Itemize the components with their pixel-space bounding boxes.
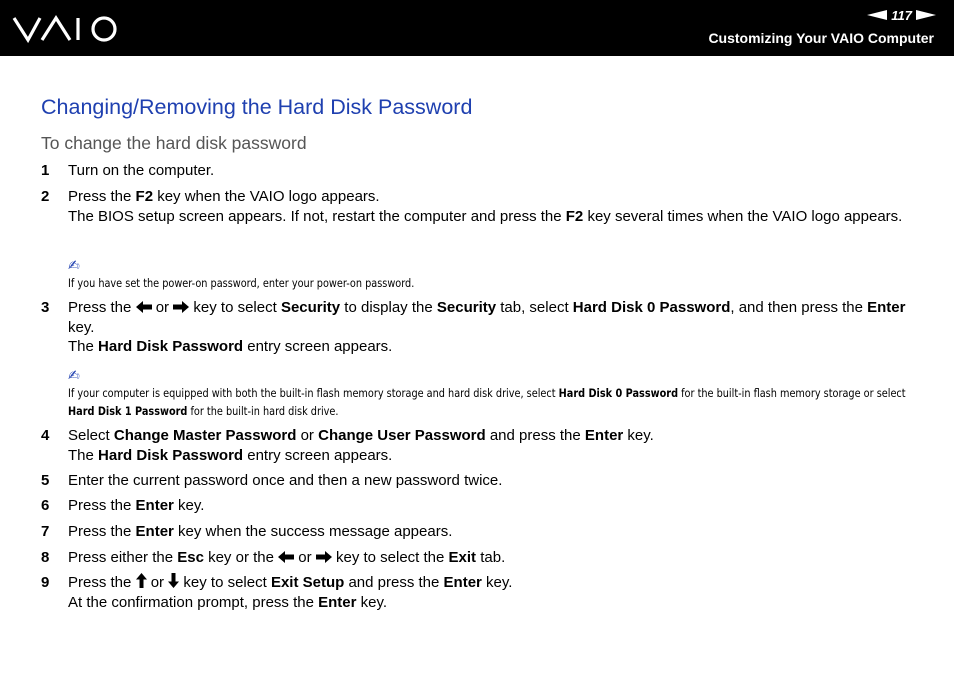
text: Press the [68,523,136,540]
vaio-logo [12,12,122,46]
tab-name: Security [436,299,497,316]
screen-name: Hard Disk Password [98,446,244,464]
option-name: Change Master Password [113,427,297,444]
step-number: 6 [41,497,50,514]
key-name: Esc [177,549,204,566]
text: Press the [68,574,136,591]
step-text: Enter the current password once and then a new password twice. [68,472,503,489]
right-arrow-key-icon [173,301,189,313]
option-name: Hard Disk 0 Password [558,386,679,400]
key-name: Enter [443,574,482,591]
step-number: 8 [41,549,50,566]
step-number: 3 [41,299,50,316]
text: or [294,549,316,566]
note-text: If you have set the power-on password, enter your power-on password. [68,276,415,290]
key-name: Enter [318,593,357,611]
option-name: Change User Password [318,427,486,444]
step-4 [41,426,921,465]
note-text [68,384,913,420]
text: and press the [485,427,585,444]
step-8 [41,548,921,568]
step-text: Turn on the computer. [68,162,215,179]
step-5 [41,471,921,491]
text: key. [173,497,205,514]
text: or [296,427,319,444]
text: key. [68,318,95,336]
text: The [68,338,99,355]
key-name: Enter [135,523,174,540]
text: The [68,446,99,464]
text: , and then press the [730,299,868,316]
text: Press the [68,497,136,514]
text: key when the success message appears. [173,523,453,540]
step-number: 1 [41,162,50,179]
step-number: 7 [41,523,50,540]
page-header [0,0,954,56]
text: for the built-in flash memory storage or select [678,386,906,400]
text: entry screen appears. [243,446,393,464]
key-name: F2 [565,207,584,225]
text: key to select [189,299,281,316]
key-name: Enter [584,427,624,444]
text: Press the [68,188,136,205]
text: or [151,299,174,316]
step-number: 9 [41,574,50,591]
text: tab. [476,549,506,566]
step-number: 5 [41,472,50,489]
text: key. [623,427,654,444]
text: or [146,574,169,591]
text: key when the VAIO logo appears. [153,188,380,205]
tab-name: Exit [448,549,477,566]
page-number: 117 [891,7,912,23]
previous-page-arrow-icon[interactable] [867,10,887,20]
text: key or the [203,549,279,566]
step-number: 4 [41,427,50,444]
down-arrow-key-icon [168,573,179,588]
step-1 [41,161,921,181]
text: for the built-in hard disk drive. [187,404,339,418]
screen-name: Hard Disk Password [98,338,244,355]
menu-name: Security [280,299,341,316]
step-number: 2 [41,188,50,205]
text: The BIOS setup screen appears. If not, restart the computer and press the [68,207,566,225]
key-name: Enter [867,299,906,316]
right-arrow-key-icon [316,551,332,563]
text: key to select the [331,549,449,566]
key-name: Enter [135,497,174,514]
text: key. [356,593,388,611]
option-name: Hard Disk 0 Password [572,299,731,316]
option-name: Exit Setup [270,574,345,591]
key-name: F2 [135,188,154,205]
pen-icon: ✍ [68,257,80,273]
pen-icon: ✍ [68,367,80,383]
text: key several times when the VAIO logo appears. [583,207,903,225]
procedure-subtitle: To change the hard disk password [41,133,307,153]
next-page-arrow-icon[interactable] [916,10,936,20]
text: to display the [340,299,437,316]
text: Press either the [68,549,178,566]
step-3 [41,298,921,357]
text: Select [68,427,114,444]
note-1 [68,258,928,292]
page-title: Changing/Removing the Hard Disk Password [41,95,473,119]
step-7 [41,522,921,542]
option-name: Hard Disk 1 Password [68,404,188,418]
text: key. [481,574,513,591]
left-arrow-key-icon [136,301,152,313]
step-6 [41,496,921,516]
text: tab, select [496,299,573,316]
page-navigator [867,6,936,24]
text: Press the [68,299,136,316]
text: If your computer is equipped with both the built-in flash memory storage and hard disk drive, select [68,386,559,400]
step-2 [41,187,921,226]
text: and press the [344,574,444,591]
section-title: Customizing Your VAIO Computer [708,30,934,46]
up-arrow-key-icon [136,573,147,588]
text: key to select [179,574,271,591]
left-arrow-key-icon [278,551,294,563]
step-9 [41,573,921,612]
text: entry screen appears. [243,338,393,355]
note-2 [68,368,928,420]
text: At the confirmation prompt, press the [68,593,319,611]
